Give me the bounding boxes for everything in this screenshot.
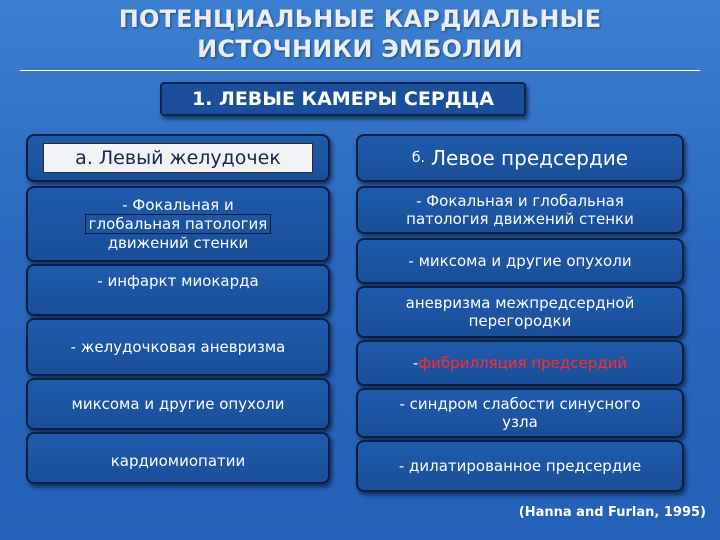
left-header-label: а. Левый желудочек bbox=[43, 143, 313, 173]
right-header-label: Левое предсердие bbox=[431, 146, 629, 170]
right-header-panel bbox=[356, 134, 684, 182]
citation: (Hanna and Furlan, 1995) bbox=[518, 505, 706, 520]
left-item-infarction bbox=[26, 264, 330, 316]
left-item-infarction-text: - инфаркт миокарда bbox=[97, 272, 259, 290]
left-item-wall-motion-line3: движений стенки bbox=[107, 234, 249, 252]
right-item-septal-aneurysm-line1: аневризма межпредсердной bbox=[405, 294, 635, 312]
left-header-panel bbox=[26, 134, 330, 182]
right-item-septal-aneurysm-line2: перегородки bbox=[468, 312, 572, 330]
right-item-atrial-fibrillation bbox=[356, 340, 684, 386]
right-item-atrial-fibrillation-highlight: фибрилляция предсердий bbox=[418, 354, 628, 372]
left-item-cardiomyopathy bbox=[26, 432, 330, 484]
right-item-septal-aneurysm bbox=[356, 286, 684, 338]
right-header-number: б. bbox=[411, 150, 426, 166]
title-divider bbox=[20, 70, 700, 71]
right-item-sick-sinus bbox=[356, 388, 684, 438]
right-item-wall-motion-line2: патология движений стенки bbox=[406, 210, 634, 228]
left-item-myxoma bbox=[26, 378, 330, 430]
right-item-wall-motion-line1: - Фокальная и глобальная bbox=[416, 192, 624, 210]
right-item-sick-sinus-line2: узла bbox=[502, 413, 538, 431]
right-item-wall-motion bbox=[356, 186, 684, 234]
right-item-myxoma bbox=[356, 238, 684, 284]
right-item-dilated-atrium-text: - дилатированное предсердие bbox=[398, 457, 642, 475]
slide-title-line2: ИСТОЧНИКИ ЭМБОЛИИ bbox=[197, 35, 523, 63]
right-item-dilated-atrium bbox=[356, 440, 684, 492]
left-item-cardiomyopathy-text: кардиомиопатии bbox=[110, 452, 246, 470]
slide-title-line1: ПОТЕНЦИАЛЬНЫЕ КАРДИАЛЬНЫЕ bbox=[118, 5, 602, 33]
left-item-wall-motion bbox=[26, 186, 330, 262]
right-item-atrial-fibrillation-prefix: - bbox=[412, 354, 419, 372]
left-item-aneurysm-text: - желудочковая аневризма bbox=[70, 338, 286, 356]
slide-title bbox=[0, 4, 720, 64]
right-item-sick-sinus-line1: - синдром слабости синусного bbox=[399, 395, 641, 413]
section-subtitle: 1. ЛЕВЫЕ КАМЕРЫ СЕРДЦА bbox=[160, 82, 526, 116]
left-item-wall-motion-line1: - Фокальная и bbox=[122, 196, 234, 214]
right-item-myxoma-text: - миксома и другие опухоли bbox=[408, 252, 632, 270]
left-item-myxoma-text: миксома и другие опухоли bbox=[71, 395, 285, 413]
left-item-wall-motion-line2: глобальная патология bbox=[85, 214, 272, 234]
left-item-aneurysm bbox=[26, 318, 330, 376]
